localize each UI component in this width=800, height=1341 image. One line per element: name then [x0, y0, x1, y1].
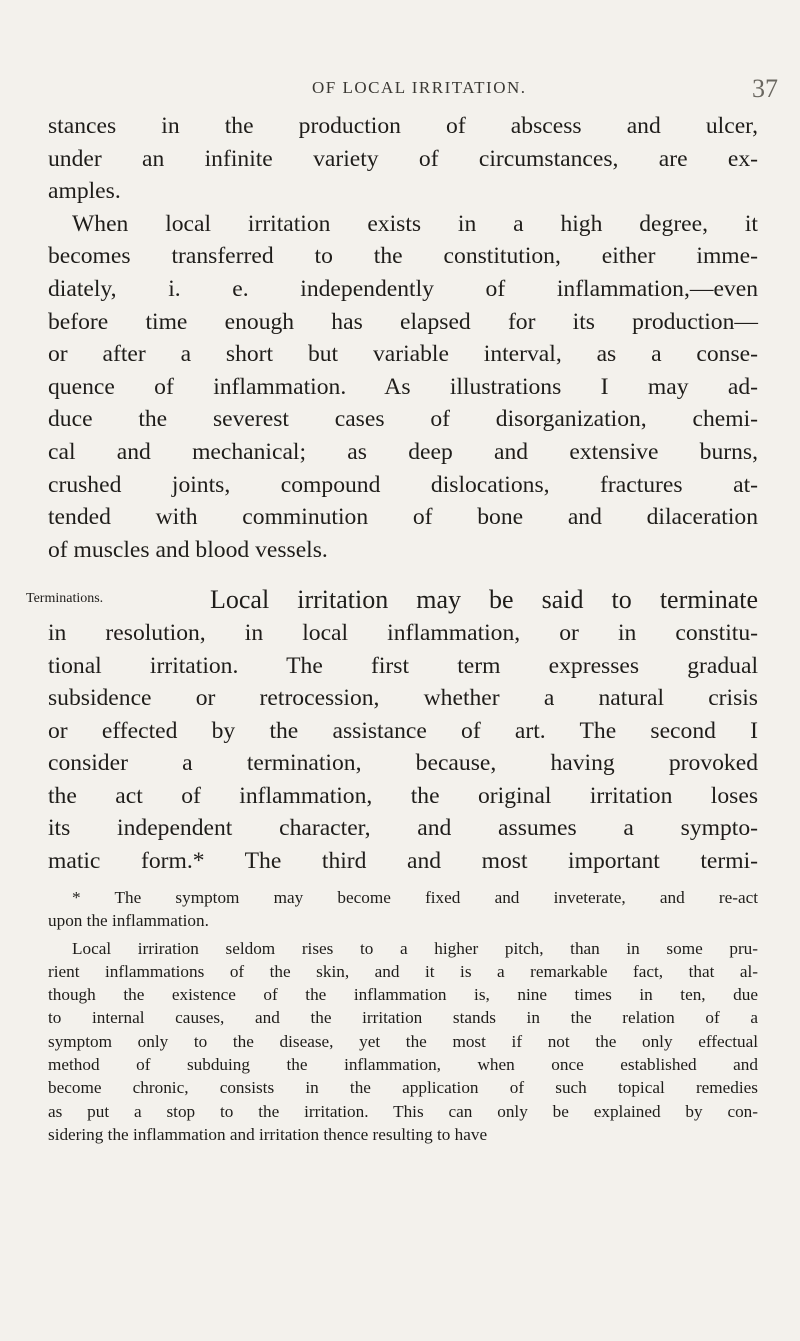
text-line: cal and mechanical; as deep and extensive burns, — [48, 438, 758, 465]
footnotes — [48, 886, 758, 1146]
footnote-line: Local irriration seldom rises to a higher pitch, than in some pru- — [72, 938, 758, 958]
text-line: becomes transferred to the constitution, either imme- — [48, 243, 758, 270]
footnote-line: as put a stop to the irritation. This can only be explained by con- — [48, 1101, 758, 1121]
text-line: diately, i. e. independently of inflammation,—even — [48, 275, 758, 302]
paragraph-2 — [48, 208, 758, 567]
paragraph-1 — [48, 110, 758, 208]
text-line: duce the severest cases of disorganization, chemi- — [48, 406, 758, 433]
text-line: in resolution, in local inflammation, or in constitu- — [48, 619, 758, 646]
page-number: 37 — [752, 74, 778, 103]
text-line: before time enough has elapsed for its production— — [48, 308, 758, 335]
text-line: its independent character, and assumes a sympto- — [48, 815, 758, 842]
text-line: crushed joints, compound dislocations, fractures at- — [48, 471, 758, 498]
footnote-line: method of subduing the inflammation, when once established and — [48, 1055, 758, 1075]
footnote-line: * The symptom may become fixed and inveterate, and re-act — [72, 888, 758, 907]
footnote-line: to internal causes, and the irritation stands in the relation of a — [48, 1008, 758, 1028]
text-line: or effected by the assistance of art. The second I — [48, 717, 758, 744]
text-line: amples. — [48, 178, 121, 205]
text-line: subsidence or retrocession, whether a natural crisis — [48, 685, 758, 712]
text-line: matic form.* The third and most important termi- — [48, 848, 758, 875]
paragraph-3 — [26, 584, 758, 877]
text-line: consider a termination, because, having provoked — [48, 750, 758, 777]
text-line: of muscles and blood vessels. — [48, 536, 328, 563]
text-line: tional irritation. The first term expresses gradual — [48, 652, 758, 679]
first-line-row — [26, 584, 758, 617]
text-line: stances in the production of abscess and ulcer, — [48, 113, 758, 139]
footnote-2 — [48, 937, 758, 1147]
footnote-1 — [48, 886, 758, 933]
text-line: When local irritation exists in a high degree, it — [72, 210, 758, 237]
text-line: or after a short but variable interval, as a conse- — [48, 341, 758, 368]
running-title: OF LOCAL IRRITATION. — [312, 78, 527, 97]
text-line: the act of inflammation, the original irritation loses — [48, 782, 758, 809]
running-head — [0, 74, 800, 104]
footnote-line: though the existence of the inflammation is, nine times in ten, due — [48, 985, 758, 1005]
text-line: quence of inflammation. As illustrations I may ad- — [48, 373, 758, 400]
footnote-line: sidering the inflammation and irritation thence resulting to have — [48, 1124, 488, 1144]
footnote-line: symptom only to the disease, yet the most if not the only effectual — [48, 1031, 758, 1051]
footnote-line: upon the inflammation. — [48, 911, 209, 931]
text-line: Local irritation may be said to terminate — [210, 585, 758, 615]
text-line: under an infinite variety of circumstances, are ex- — [48, 145, 758, 172]
text-line: tended with comminution of bone and dilaceration — [48, 504, 758, 531]
margin-sidenote: Terminations. — [26, 591, 104, 607]
footnote-line: become chronic, consists in the application of such topical remedies — [48, 1078, 758, 1098]
body-text — [26, 110, 758, 878]
footnote-line: rient inflammations of the skin, and it is a remarkable fact, that al- — [48, 961, 758, 981]
